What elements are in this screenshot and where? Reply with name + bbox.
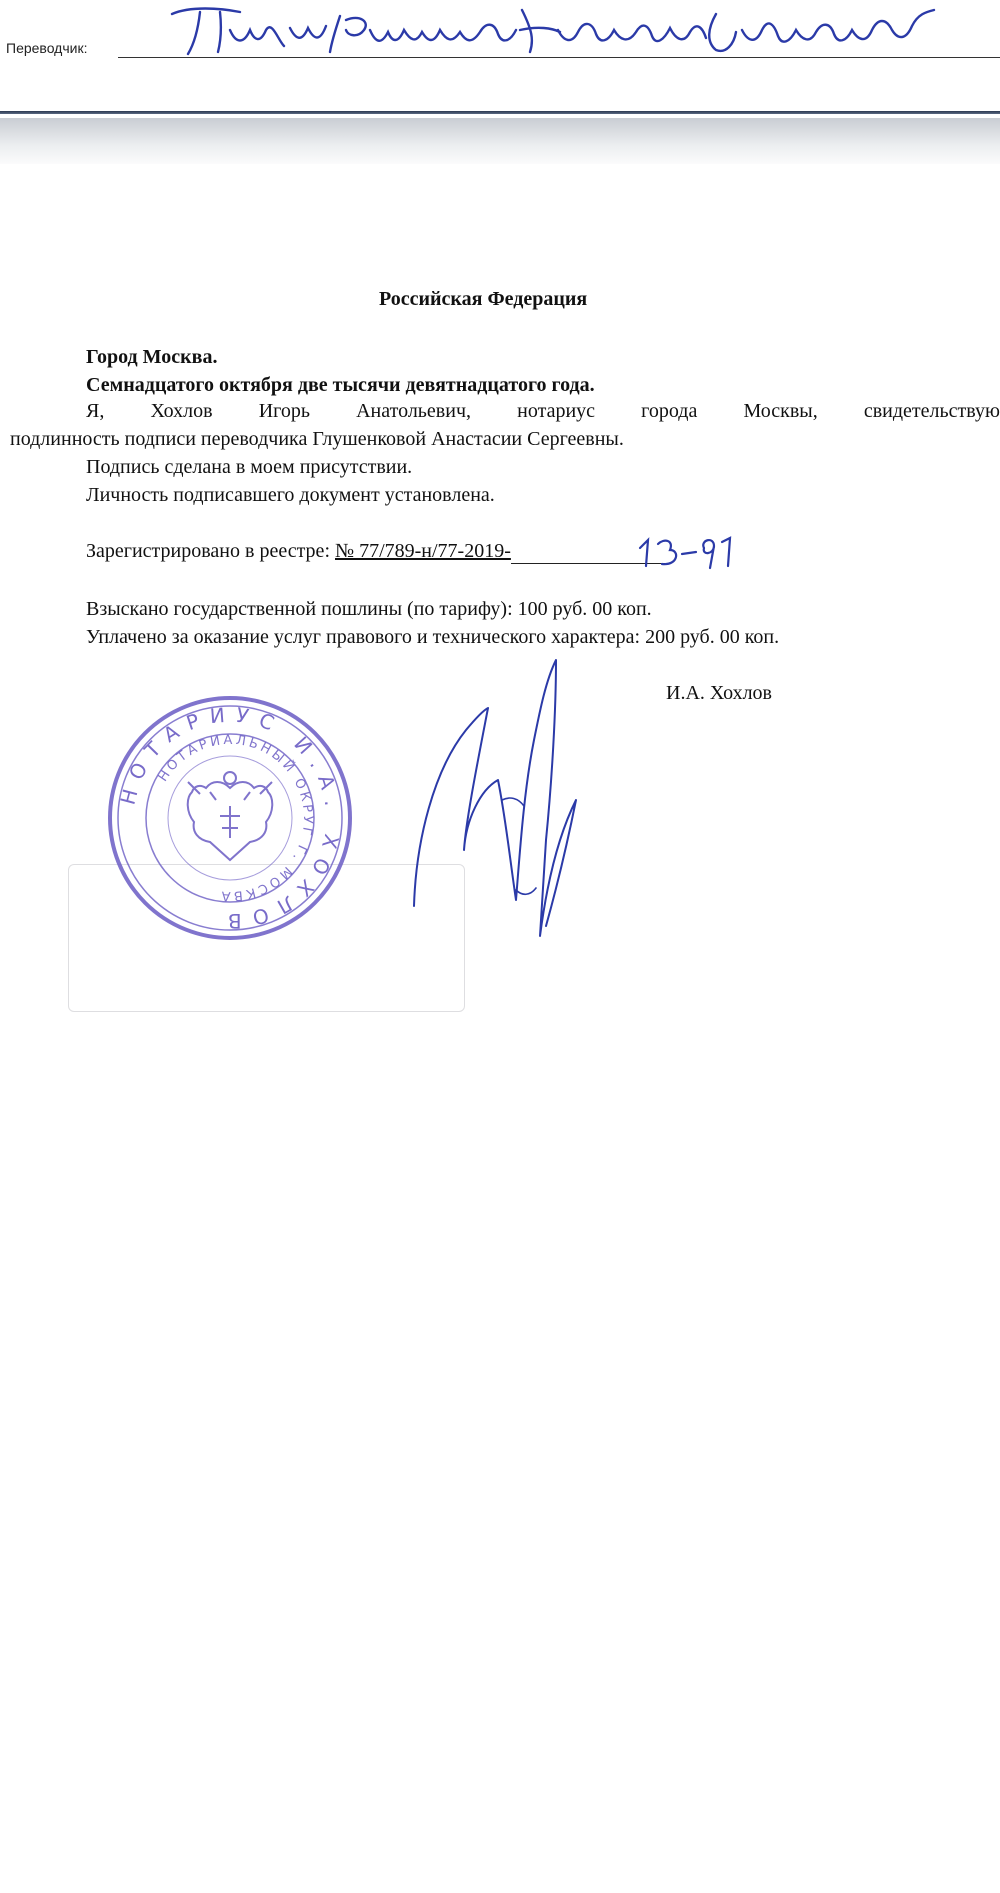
notary-seal (100, 688, 360, 948)
registry-label: Зарегистрировано в реестре: (86, 540, 335, 562)
registry-handwritten-number (634, 532, 744, 577)
page-gap (0, 118, 1000, 164)
certificate-date: Семнадцатого октября две тысячи девятнадцатого года. (86, 374, 595, 396)
para-word: свидетельствую (863, 400, 1000, 422)
para-word: Игорь (258, 400, 310, 422)
signed-presence: Подпись сделана в моем присутствии. (86, 456, 413, 478)
translator-label: Переводчик: (6, 40, 88, 56)
para-word: Москвы, (743, 400, 818, 422)
page-bottom-rule (0, 111, 1000, 114)
identity-established: Личность подписавшего документ установлена. (86, 484, 495, 506)
city: Город Москва. (86, 346, 218, 368)
svg-text:НОТАРИУС И.А. ХОХЛОВ: НОТАРИУС И.А. ХОХЛОВ (115, 702, 346, 934)
registry-number: № 77/789-н/77-2019- (335, 540, 511, 562)
country-heading: Российская Федерация (379, 288, 588, 310)
svg-text:НОТАРИАЛЬНЫЙ ОКРУГ Г. МОСКВА: НОТАРИАЛЬНЫЙ ОКРУГ Г. МОСКВА (155, 732, 316, 904)
certificate-paragraph-line2: подлинность подписи переводчика Глушенковой Анастасии Сергеевны. (10, 428, 624, 450)
state-fee: Взыскано государственной пошлины (по тарифу): 100 руб. 00 коп. (86, 598, 652, 620)
notarial-certificate (0, 164, 1000, 1893)
para-word: Хохлов (150, 400, 213, 422)
para-word: нотариус (517, 400, 596, 422)
para-word: Анатольевич, (356, 400, 472, 422)
para-word: Я, (86, 400, 105, 422)
para-word: города (641, 400, 698, 422)
translator-handwritten-signature (160, 0, 960, 58)
certificate-paragraph-line1 (86, 400, 1000, 423)
previous-page-fragment (0, 0, 1000, 118)
registry-line (86, 538, 665, 564)
registry-handwritten-number-drawing (634, 532, 744, 572)
notary-name: И.А. Хохлов (666, 682, 772, 704)
notary-signature (406, 650, 616, 950)
services-fee: Уплачено за оказание услуг правового и технического характера: 200 руб. 00 коп. (86, 626, 780, 648)
